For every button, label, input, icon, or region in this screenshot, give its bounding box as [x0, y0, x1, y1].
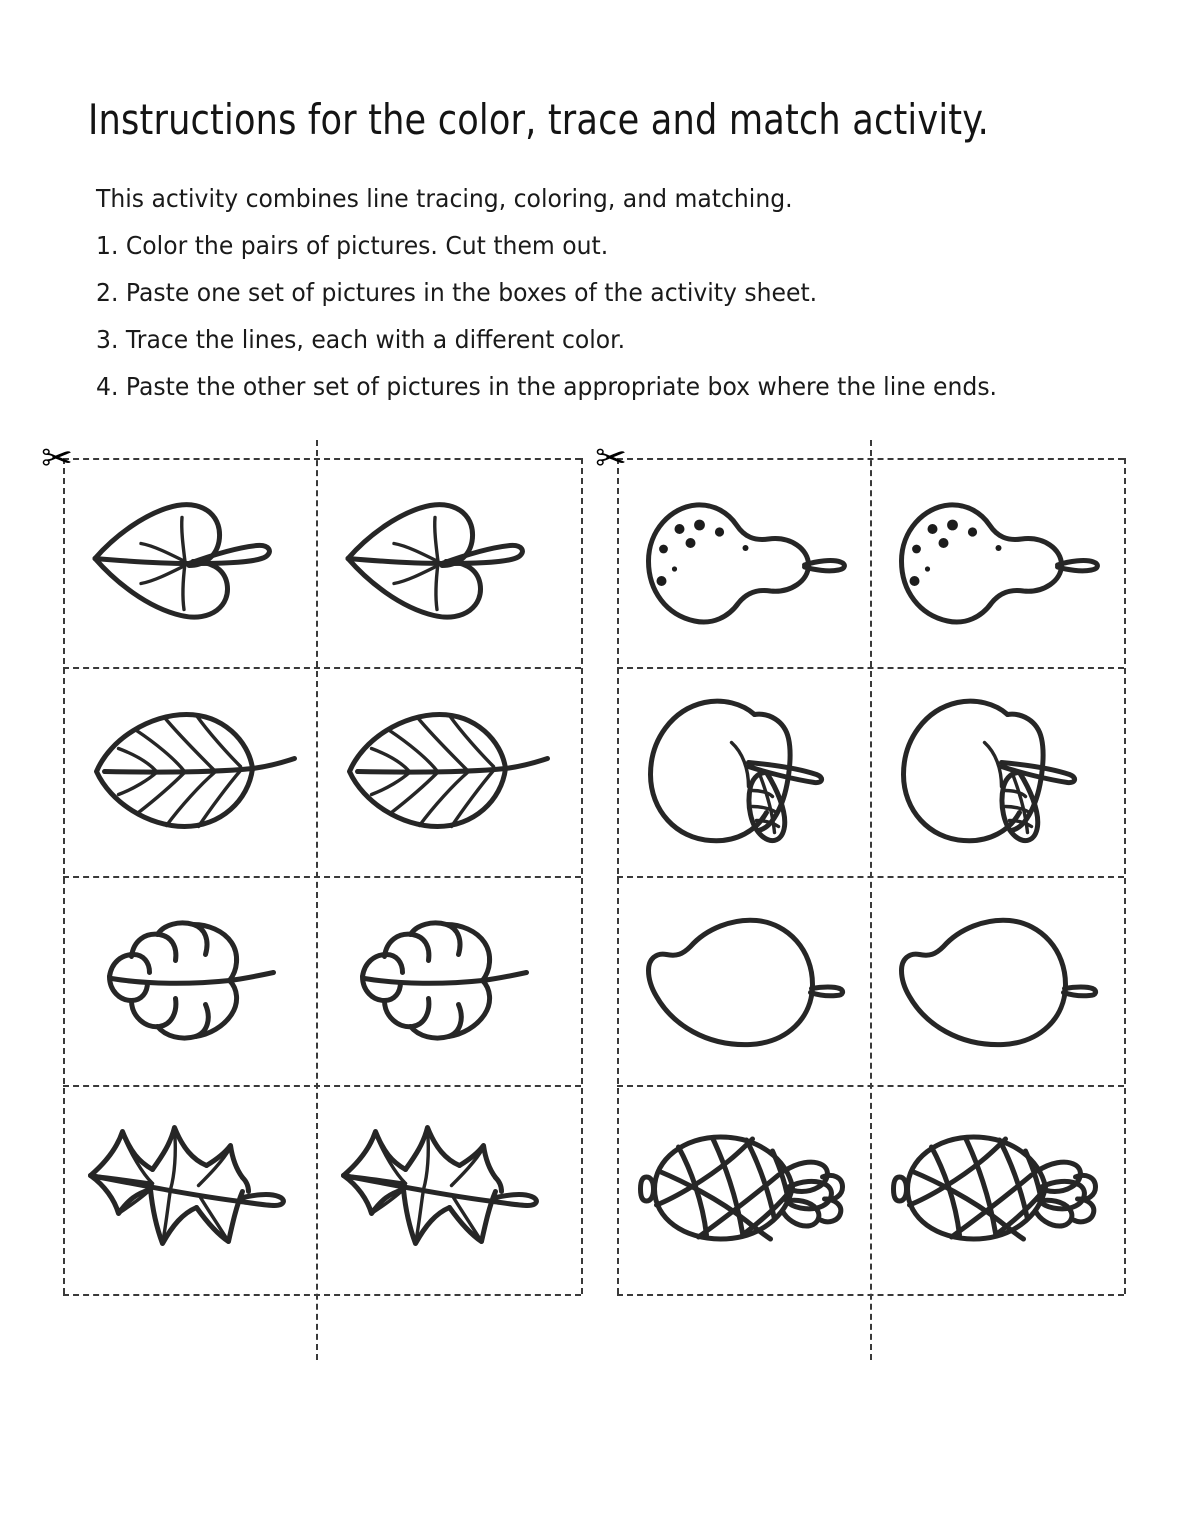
- pear-icon: [889, 493, 1104, 633]
- cut-row: [63, 1085, 569, 1294]
- card-pear[interactable]: [617, 458, 870, 667]
- cut-line-h: [63, 1294, 581, 1296]
- cut-row: [617, 1085, 1123, 1294]
- cut-row: [617, 876, 1123, 1085]
- page-title: Instructions for the color, trace and match activity.: [88, 95, 989, 144]
- mango-icon: [636, 908, 851, 1053]
- cut-row: [63, 876, 569, 1085]
- card-pine-cone[interactable]: [617, 1085, 870, 1294]
- card-maple-leaf[interactable]: [63, 1085, 316, 1294]
- card-apple[interactable]: [870, 667, 1123, 876]
- card-apple[interactable]: [617, 667, 870, 876]
- instruction-step-1: 1. Color the pairs of pictures. Cut them out.: [96, 231, 609, 260]
- card-veined-leaf[interactable]: [316, 667, 569, 876]
- pine-cone-icon: [636, 1125, 851, 1255]
- card-pine-cone[interactable]: [870, 1085, 1123, 1294]
- instruction-step-2: 2. Paste one set of pictures in the boxes of the activity sheet.: [96, 278, 818, 307]
- apple-icon: [889, 694, 1104, 849]
- heart-leaf-icon: [85, 495, 295, 630]
- cut-row: [617, 667, 1123, 876]
- apple-icon: [636, 694, 851, 849]
- card-lobed-leaf[interactable]: [63, 876, 316, 1085]
- scissors-icon: ✂: [595, 436, 627, 480]
- instruction-step-4: 4. Paste the other set of pictures in the appropriate box where the line ends.: [96, 372, 998, 401]
- maple-leaf-icon: [82, 1117, 297, 1262]
- maple-leaf-icon: [335, 1117, 550, 1262]
- lobed-leaf-icon: [87, 918, 292, 1043]
- instruction-step-3: 3. Trace the lines, each with a different color.: [96, 325, 626, 354]
- fruits-block: [595, 436, 1123, 1294]
- pear-icon: [636, 493, 851, 633]
- pine-cone-icon: [889, 1125, 1104, 1255]
- card-mango[interactable]: [617, 876, 870, 1085]
- card-heart-leaf[interactable]: [316, 458, 569, 667]
- leaves-block: [41, 436, 569, 1294]
- card-mango[interactable]: [870, 876, 1123, 1085]
- lobed-leaf-icon: [340, 918, 545, 1043]
- heart-leaf-icon: [338, 495, 548, 630]
- card-maple-leaf[interactable]: [316, 1085, 569, 1294]
- intro-text: This activity combines line tracing, coloring, and matching.: [96, 184, 793, 213]
- card-heart-leaf[interactable]: [63, 458, 316, 667]
- veined-leaf-icon: [335, 704, 550, 839]
- veined-leaf-icon: [82, 704, 297, 839]
- cut-line-v: [581, 458, 583, 1294]
- instructions-block: [96, 186, 1106, 421]
- mango-icon: [889, 908, 1104, 1053]
- scissors-icon: ✂: [41, 436, 73, 480]
- cut-line-v: [1124, 458, 1126, 1294]
- cut-row: [63, 667, 569, 876]
- cut-row: [63, 458, 569, 667]
- card-pear[interactable]: [870, 458, 1123, 667]
- card-veined-leaf[interactable]: [63, 667, 316, 876]
- cut-row: [617, 458, 1123, 667]
- card-lobed-leaf[interactable]: [316, 876, 569, 1085]
